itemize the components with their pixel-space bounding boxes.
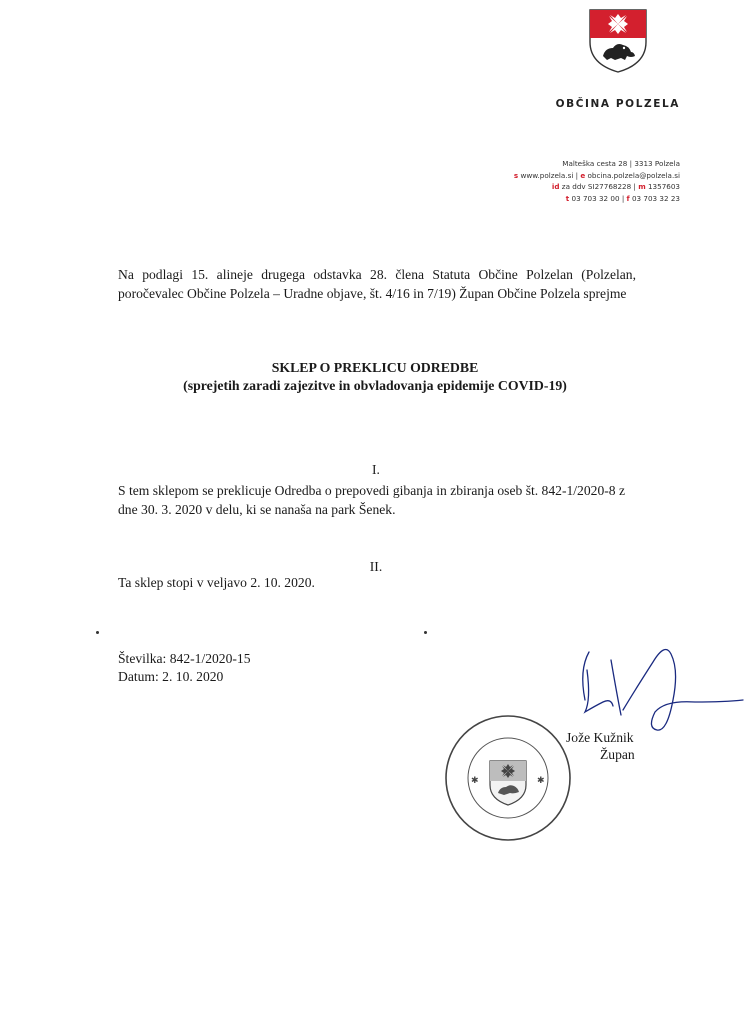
vat-value: za ddv SI27768228 — [561, 182, 632, 191]
contact-ids: id za ddv SI27768228 | m 1357603 — [551, 182, 680, 191]
section-text: Ta sklep stopi v veljavo 2. 10. 2020. — [118, 575, 315, 590]
contact-phones: t 03 703 32 00 | f 03 703 32 23 — [565, 193, 680, 203]
document-title-block — [100, 359, 650, 395]
contact-block — [470, 158, 680, 204]
scan-dot — [96, 631, 99, 634]
web-label: s — [513, 170, 519, 180]
document-number: Številka: 842-1/2020-15 — [118, 651, 251, 666]
scan-dot — [424, 631, 427, 634]
vat-label: id — [551, 182, 560, 191]
document-meta — [118, 650, 251, 686]
reg-value: 1357603 — [647, 182, 680, 191]
document-title: SKLEP O PREKLICU ODREDBE — [271, 360, 479, 375]
org-name: OBČINA POLZELA — [555, 98, 680, 110]
reg-label: m — [638, 182, 646, 191]
crest-icon — [587, 8, 649, 74]
svg-text:✱: ✱ — [537, 776, 545, 786]
signature-icon — [575, 640, 745, 740]
phone-value: 03 703 32 00 — [571, 193, 620, 203]
fax-label: f — [626, 193, 630, 203]
section-text: S tem sklepom se preklicuje Odredba o prepovedi gibanja in zbiranja oseb št. 842-1/2020-8 z dne 30. 3. 2020 v delu, ki se nanaša na park Šenek. — [118, 483, 625, 517]
section-number: I. — [372, 462, 380, 477]
section-number: II. — [369, 559, 383, 574]
email-value: obcina.polzela@polzela.si — [587, 170, 680, 180]
phone-label: t — [565, 193, 570, 203]
signer-block — [566, 729, 635, 763]
contact-web-email: s www.polzela.si | e obcina.polzela@polzela.si — [513, 170, 680, 180]
svg-text:✱: ✱ — [471, 776, 479, 786]
contact-address: Malteška cesta 28 | 3313 Polzela — [562, 159, 680, 168]
document-subtitle: (sprejetih zaradi zajezitve in obvladovanja epidemije COVID-19) — [183, 378, 567, 393]
signer-title: Župan — [600, 747, 635, 762]
intro-paragraph: Na podlagi 15. alineje drugega odstavka 28. člena Statuta Občine Polzelan (Polzelan, poročevalec Občine Polzela – Uradne objave, št. 4/16 in 7/19) Župan Občine Polzela sprejme — [118, 267, 636, 301]
fax-value: 03 703 32 23 — [631, 193, 680, 203]
document-date: Datum: 2. 10. 2020 — [118, 669, 224, 684]
seal-icon — [443, 713, 573, 843]
signer-name: Jože Kužnik — [566, 730, 634, 745]
web-value: www.polzela.si — [520, 170, 574, 180]
email-label: e — [580, 170, 586, 180]
